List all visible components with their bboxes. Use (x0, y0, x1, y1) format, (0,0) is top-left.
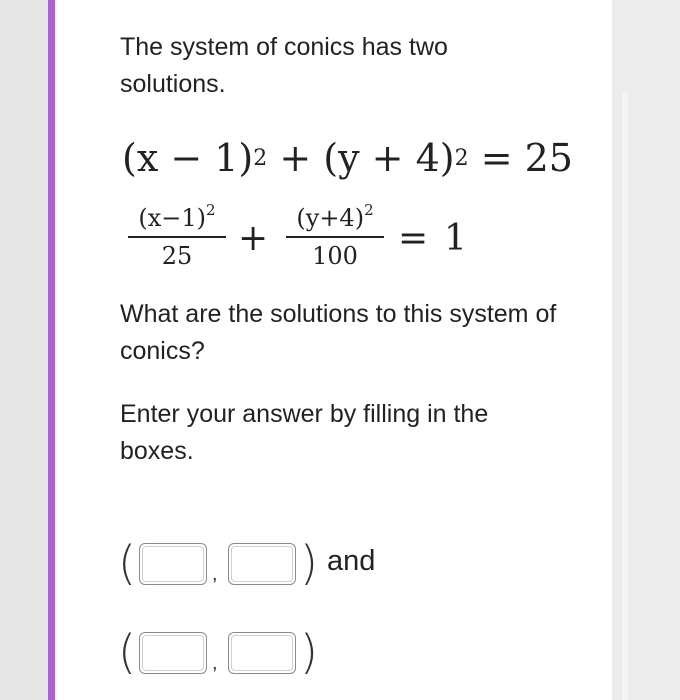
pair2-x-input[interactable] (139, 632, 207, 674)
and-label: and (327, 545, 376, 577)
eq2-frac1-exponent: 2 (206, 201, 216, 219)
eq2-frac2-numerator: (y+4) (296, 204, 365, 232)
pair1-x-input[interactable] (139, 543, 207, 585)
eq2-frac1-denominator: 25 (161, 242, 193, 270)
pair2-open-paren: ( (118, 625, 136, 679)
eq2-fraction-y (286, 196, 384, 270)
eq2-frac1-numerator: (x−1) (138, 204, 207, 232)
eq2-frac2-exponent: 2 (364, 201, 374, 219)
eq2-equals: = (398, 218, 429, 259)
accent-bar (48, 0, 55, 700)
eq1-equals: = (480, 136, 513, 180)
scroll-track (622, 92, 628, 700)
fraction-bar (128, 236, 226, 238)
pair2-comma: , (212, 652, 218, 674)
eq2-rhs: 1 (444, 218, 467, 259)
question-intro: The system of conics has two solutions. (120, 33, 448, 98)
eq1-term-b: (y + 4) (323, 136, 455, 180)
eq2-frac2-denominator: 100 (312, 242, 358, 270)
pair1-y-input[interactable] (228, 543, 296, 585)
pair2-close-paren: ) (300, 625, 318, 679)
pair1-open-paren: ( (118, 536, 136, 590)
eq2-plus: + (238, 218, 269, 259)
eq1-plus: + (279, 136, 312, 180)
equation-ellipse (128, 196, 588, 276)
eq1-term-a: (x − 1) (122, 136, 254, 180)
equation-circle (122, 136, 573, 180)
fraction-bar (286, 236, 384, 238)
pair1-comma: , (212, 563, 218, 585)
eq1-rhs: 25 (524, 136, 573, 180)
answer-instruction: Enter your answer by filling in the boxes. (120, 400, 489, 465)
page-background-left (0, 0, 48, 700)
eq1-exponent-a: 2 (253, 146, 268, 171)
eq1-exponent-b: 2 (454, 146, 469, 171)
pair2-y-input[interactable] (228, 632, 296, 674)
eq2-fraction-x (128, 196, 226, 270)
question-prompt: What are the solutions to this system of conics? (120, 300, 557, 365)
pair1-close-paren: ) (300, 536, 318, 590)
